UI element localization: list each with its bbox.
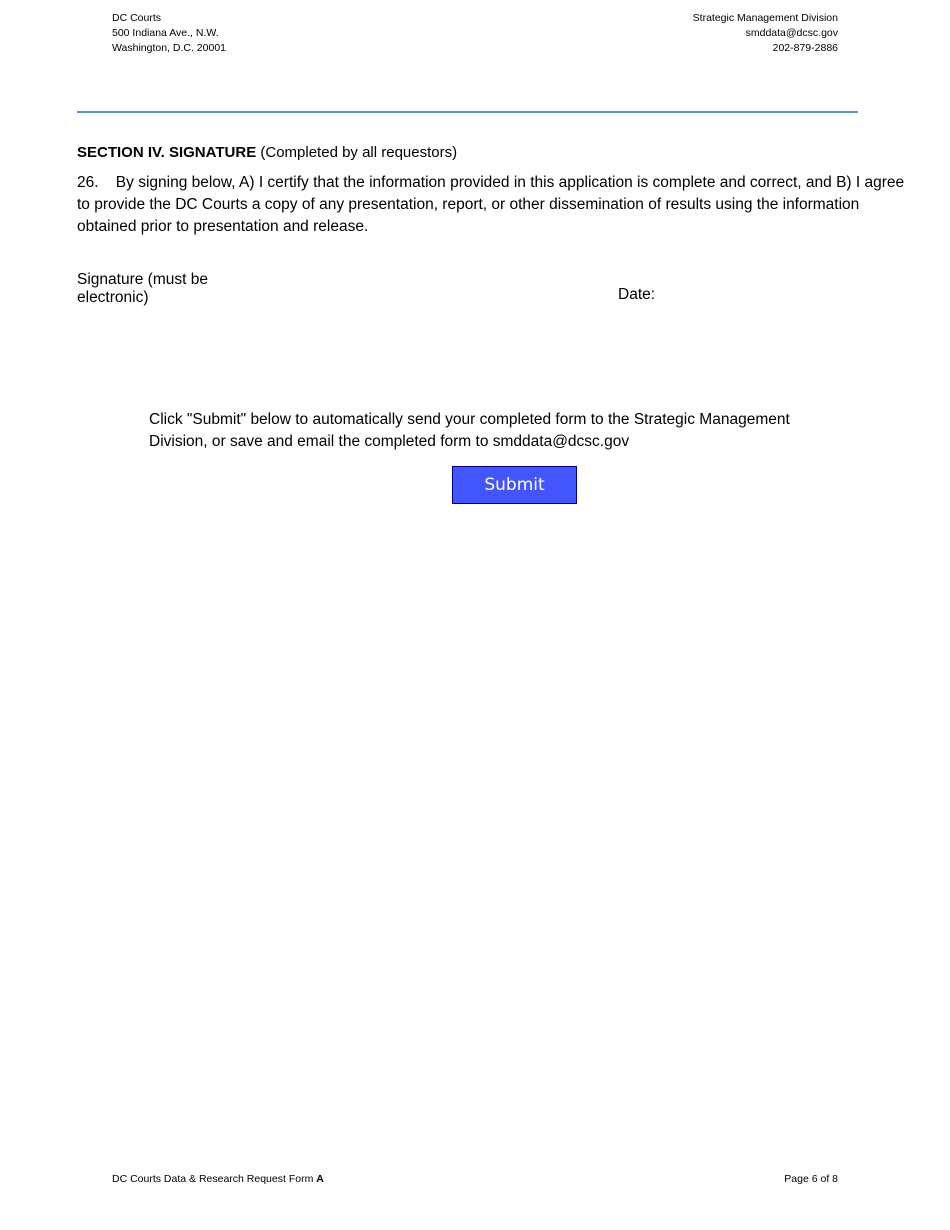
footer-form-name	[112, 1173, 324, 1185]
item-text: By signing below, A) I certify that the information provided in this application is complete and correct, and B) I agree to provide the DC Courts a copy of any presentation, report, or other dissemination of results using the information obtained prior to presentation and release.	[77, 174, 905, 235]
item-number: 26.	[77, 174, 99, 191]
header-divider	[77, 111, 858, 113]
header-phone: 202-879-2886	[772, 42, 838, 54]
header-division: Strategic Management Division	[692, 12, 838, 24]
header-org: DC Courts	[112, 12, 162, 24]
footer-form-title: DC Courts Data & Research Request Form	[112, 1173, 317, 1185]
footer-page-number: Page 6 of 8	[784, 1173, 838, 1185]
header-city: Washington, D.C. 20001	[112, 42, 227, 54]
footer-form-letter: A	[316, 1173, 324, 1185]
header-street: 500 Indiana Ave., N.W.	[112, 27, 219, 39]
header-contact	[693, 11, 838, 56]
signature-field-label: Signature (must be electronic)	[77, 271, 208, 306]
certification-item	[77, 172, 917, 238]
date-field-label: Date:	[618, 286, 656, 303]
header-address	[112, 11, 226, 56]
section-subtitle: (Completed by all requestors)	[256, 144, 458, 161]
header-email: smddata@dcsc.gov	[745, 27, 838, 39]
section-heading	[77, 144, 457, 161]
submit-instructions: Click "Submit" below to automatically send your completed form to the Strategic Management Division, or save and email the completed form to smddata@dcsc.gov	[149, 411, 790, 450]
section-title: SECTION IV. SIGNATURE	[77, 144, 257, 161]
submit-button[interactable]: Submit	[452, 466, 577, 504]
